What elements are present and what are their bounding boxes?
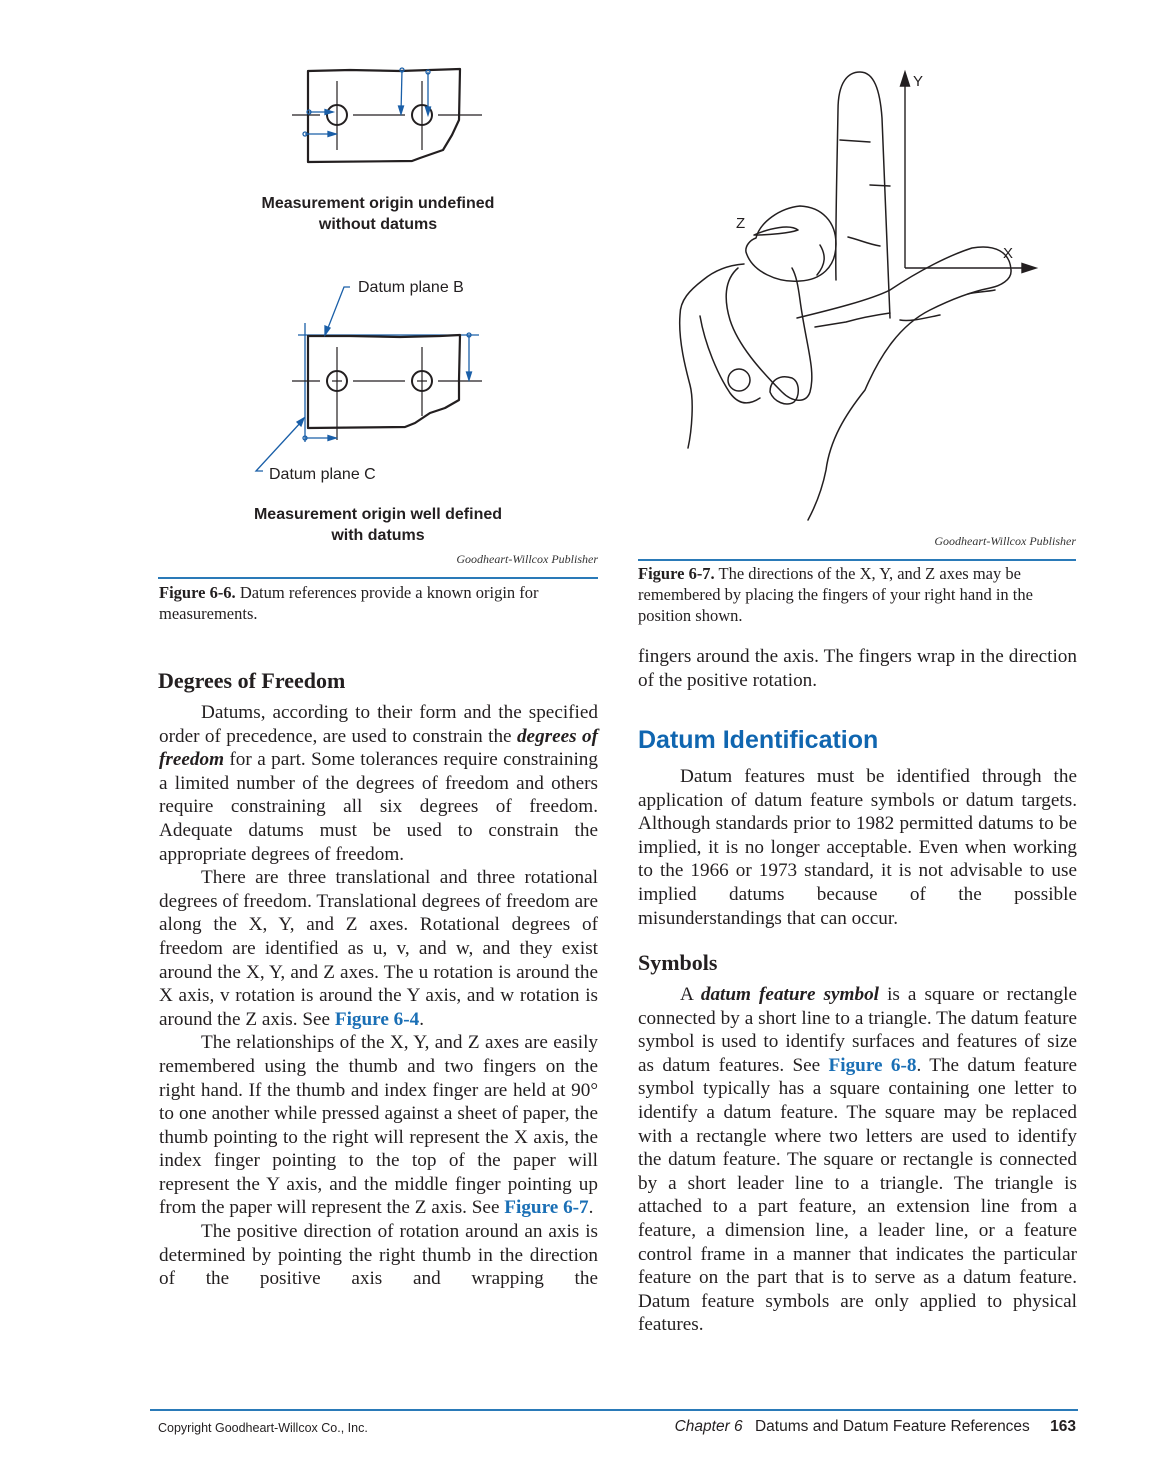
chapter-title: Datums and Datum Feature References [754,1418,1030,1435]
caption-rule [638,559,1076,561]
caption-rule [158,577,598,579]
callout-datum-plane-c: Datum plane C [269,466,376,483]
caption-text: The directions of the X, Y, and Z axes may be remembered by placing the fingers of your right hand in the position shown. [638,564,1033,625]
label-line-2: with datums [331,527,425,544]
label-line-1: Measurement origin well defined [253,506,503,523]
text: There are three translational and three rotational degrees of freedom. Translational degrees of freedom are along the X, Y, and Z axes. Rotational degrees of freedom are identified as u, v, and w, and they exist around the X, Y, and Z axes. The u rotation is around the X axis, v rotation is around the Y axis, and w rotation is around the Z axis. See [159,867,599,1030]
link-figure-6-4[interactable]: Figure 6-4 [334,1008,420,1030]
paragraph-datum-feature-symbol [638,983,1077,1337]
text: for a part. Some tolerances require constraining a limited number of the degrees of freedom and others require constraining all six degrees of freedom. Adequate datums must be used to constrain the appropriate degrees of freedom. [159,749,598,865]
term-datum-feature-symbol: datum feature symbol [700,984,880,1005]
label-line-2: without datums [318,216,438,233]
figure-caption [638,563,1078,626]
footer-rule [150,1409,1078,1411]
right-hand-axes-illustration [630,60,1080,530]
text: . The datum feature symbol typically has a square containing one letter to identify a datum feature. The square may be replaced with a rectangle where two letters are used to identify the datum feature. The square or rectangle is connected by a short leader line to a triangle. The triangle is attached to a part feature, an extension line from a feature, a dimension line, a leader line, or a feature control frame in a manner that indicates the particular feature on the part that is to serve as a datum feature. Datum feature symbols are only applied to physical features. [638,1054,1077,1336]
callout-datum-plane-b: Datum plane B [358,279,464,296]
text: is a square or rectangle connected by a short line to a triangle. The datum feature symbol is used to identify surfaces and features of size as datum features. See [638,984,1077,1076]
link-figure-6-8[interactable]: Figure 6-8 [828,1054,917,1076]
section-heading-degrees-of-freedom: Degrees of Freedom [158,668,346,693]
figure-6-6 [150,50,600,630]
axis-label-z: Z [736,215,746,232]
text: The relationships of the X, Y, and Z axes are easily remembered using the thumb and two fingers on the right hand. If the thumb and index finger are held at 90° to one another while pressed against a sheet of paper, the thumb pointing to the right will represent the X axis, the index finger pointing to the top of the paper will represent the Y axis, and the middle finger pointing up from the paper will represent the Z axis. See [159,1032,598,1219]
figure-ref: Figure 6-6. [159,583,236,602]
right-column-datum-identification-body [638,765,1077,930]
label-line-1: Measurement origin undefined [261,195,495,212]
right-column-symbols-body [638,983,1077,1337]
figure-label-undefined [150,193,606,235]
figure-credit: Goodheart-Willcox Publisher [456,552,598,566]
subsection-heading-symbols: Symbols [638,950,718,975]
link-figure-6-7[interactable]: Figure 6-7 [504,1197,589,1219]
footer-chapter [675,1418,1076,1436]
term-degrees-of-freedom: degrees of freedom [159,725,598,771]
paragraph-degrees-intro [159,701,598,866]
paragraph-positive-rotation: The positive direction of rotation around an axis is determined by pointing the right thumb in the direction of the positive axis and wrapping the [159,1221,598,1290]
caption-text: Datum references provide a known origin for measurements. [159,583,539,623]
text: Datums, according to their form and the specified order of precedence, are used to constrain the [159,702,598,747]
figure-ref: Figure 6-7. [638,564,715,583]
figure-caption [159,582,599,624]
footer-copyright: Copyright Goodheart-Willcox Co., Inc. [158,1421,368,1435]
figure-label-defined [150,504,606,546]
figure-6-7 [630,60,1080,630]
chapter-label: Chapter 6 [674,1418,743,1435]
text: . [588,1197,594,1219]
right-column-continuation [638,645,1077,692]
page-number: 163 [1050,1418,1076,1435]
text: A [680,984,701,1005]
axis-label-x: X [1003,245,1014,262]
paragraph-continuation: fingers around the axis. The fingers wrap in the direction of the positive rotation. [638,646,1077,691]
text: . [419,1008,425,1030]
paragraph-translational-rotational [159,866,598,1031]
figure-credit: Goodheart-Willcox Publisher [934,534,1076,548]
paragraph-datum-identification: Datum features must be identified through the application of datum feature symbols or datum targets. Although standards prior to 1982 permitted datums to be implied, it is no longer acceptable. Even when working to the 1966 or 1973 standard, it is not advisable to use implied datums because of the possible misunderstandings that can occur. [638,766,1077,929]
paragraph-right-hand-rule [159,1031,598,1220]
part-drawing-undefined-origin [150,50,600,180]
left-column-body [159,701,598,1291]
section-heading-datum-identification: Datum Identification [638,726,879,754]
axis-label-y: Y [913,73,924,90]
